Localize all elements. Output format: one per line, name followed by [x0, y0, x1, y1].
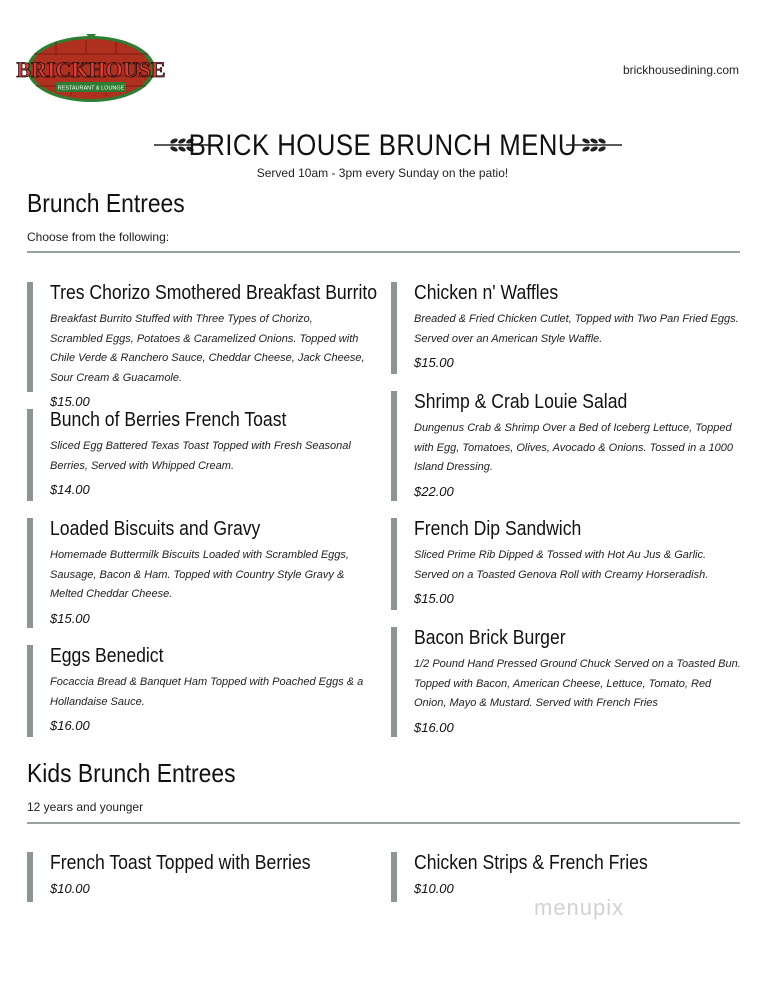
- item-accent-bar: [27, 645, 33, 737]
- page-title: BRICK HOUSE BRUNCH MENU: [188, 129, 577, 162]
- item-price: $10.00: [50, 881, 90, 896]
- item-price: $15.00: [414, 355, 454, 370]
- item-price: $16.00: [50, 718, 90, 733]
- site-url[interactable]: brickhousedining.com: [622, 63, 739, 77]
- item-price: $15.00: [50, 394, 90, 409]
- menu-item: [27, 409, 367, 501]
- item-accent-bar: [27, 518, 33, 628]
- logo-subtext: RESTAURANT & LOUNGE: [57, 85, 125, 92]
- item-name: Eggs Benedict: [50, 645, 164, 667]
- item-name: French Dip Sandwich: [414, 518, 582, 540]
- item-name: French Toast Topped with Berries: [50, 852, 311, 874]
- item-accent-bar: [391, 627, 397, 737]
- divider: [27, 822, 740, 824]
- item-description: Dungenus Crab & Shrimp Over a Bed of Iceberg Lettuce, Topped with Egg, Tomatoes, Olives, Avocado & Onions. Tossed in a 1000 Island Dressing.: [414, 422, 733, 473]
- item-name: Bunch of Berries French Toast: [50, 409, 287, 431]
- menu-item: [27, 852, 367, 902]
- item-accent-bar: [391, 391, 397, 501]
- item-description: Sliced Egg Battered Texas Toast Topped with Fresh Seasonal Berries, Served with Whipped Cream.: [50, 440, 351, 472]
- item-price: $15.00: [414, 591, 454, 606]
- section-note-kids: 12 years and younger: [27, 800, 144, 814]
- item-accent-bar: [391, 282, 397, 374]
- section-title-entrees: Brunch Entrees: [27, 188, 185, 218]
- divider: [27, 251, 740, 253]
- menu-item: [27, 518, 367, 628]
- item-description: Breaded & Fried Chicken Cutlet, Topped with Two Pan Fried Eggs. Served over an American Style Waffle.: [414, 313, 739, 345]
- item-name: Tres Chorizo Smothered Breakfast Burrito: [50, 282, 378, 304]
- item-name: Chicken n' Waffles: [414, 282, 559, 304]
- wheat-right-icon: [566, 136, 622, 154]
- section-title-kids: Kids Brunch Entrees: [27, 758, 236, 788]
- item-description: Focaccia Bread & Banquet Ham Topped with Poached Eggs & a Hollandaise Sauce.: [50, 676, 364, 708]
- item-name: Shrimp & Crab Louie Salad: [414, 391, 628, 413]
- section-note-entrees: Choose from the following:: [27, 230, 170, 244]
- brickhouse-logo: [16, 30, 166, 104]
- item-price: $14.00: [50, 482, 90, 497]
- item-name: Bacon Brick Burger: [414, 627, 566, 649]
- item-accent-bar: [391, 852, 397, 902]
- page-subtitle: Served 10am - 3pm every Sunday on the patio!: [256, 166, 509, 180]
- item-accent-bar: [27, 852, 33, 902]
- item-price: $10.00: [414, 881, 454, 896]
- menu-item: [391, 627, 741, 737]
- menu-item: [391, 282, 741, 374]
- item-accent-bar: [27, 282, 33, 392]
- item-accent-bar: [391, 518, 397, 610]
- item-price: $15.00: [50, 610, 90, 626]
- item-description: 1/2 Pound Hand Pressed Ground Chuck Served on a Toasted Bun. Topped with Bacon, American Cheese, Lettuce, Tomato, Red Onion, Mayo & Mustard. Served with French Fries: [414, 658, 741, 709]
- watermark: menupix: [534, 895, 625, 920]
- menu-item: [391, 391, 741, 501]
- item-price: $16.00: [414, 719, 454, 735]
- item-name: Loaded Biscuits and Gravy: [50, 518, 261, 540]
- menu-item: [391, 518, 741, 610]
- item-name: Chicken Strips & French Fries: [414, 852, 648, 874]
- logo-wordmark: BRICKHOUSE: [16, 57, 166, 82]
- item-price: $22.00: [414, 483, 454, 499]
- menu-item: [27, 282, 378, 409]
- item-description: Breakfast Burrito Stuffed with Three Types of Chorizo, Scrambled Eggs, Potatoes & Caramelized Onions. Topped with Chile Verde & Ranchero Sauce, Cheddar Cheese, Jack Cheese, Sour Cream & Guacamole.: [50, 313, 365, 384]
- item-description: Sliced Prime Rib Dipped & Tossed with Hot Au Jus & Garlic. Served on a Toasted Genova Roll with Creamy Horseradish.: [414, 549, 709, 581]
- menu-item: [27, 645, 367, 737]
- item-accent-bar: [27, 409, 33, 501]
- item-description: Homemade Buttermilk Biscuits Loaded with Scrambled Eggs, Sausage, Bacon & Ham. Topped with Country Style Gravy & Melted Cheddar Cheese.: [50, 549, 349, 600]
